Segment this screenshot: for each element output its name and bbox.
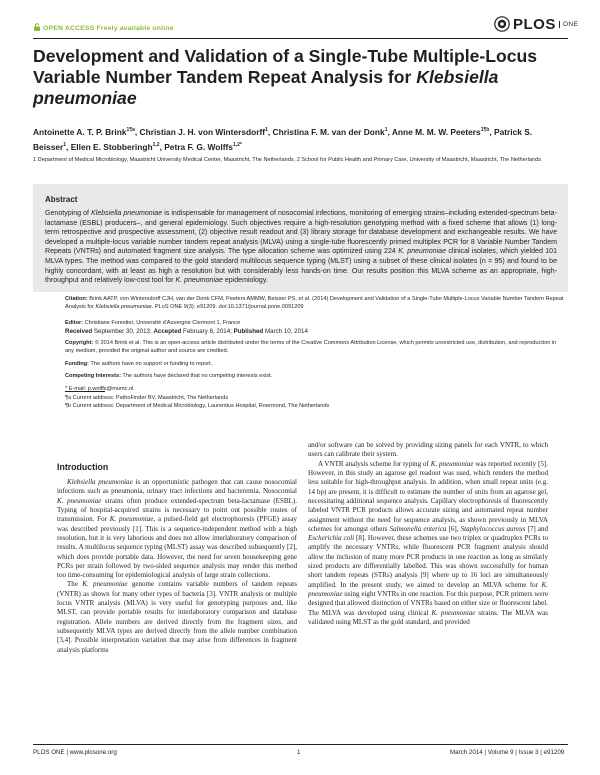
author-separator: , xyxy=(134,126,140,137)
author-name: Christian J. H. von Wintersdorff xyxy=(139,126,266,137)
abstract-heading: Abstract xyxy=(45,195,78,204)
author-name: Antoinette A. T. P. Brink xyxy=(33,126,127,137)
intro-paragraph-2-cont: and/or software can be solved by providing sizing panels for each VNTR, to which users can calibrate their system. xyxy=(308,441,548,459)
author xyxy=(33,127,140,137)
intro-paragraph-2: The K. pneumoniae genome contains variable numbers of tandem repeats (VNTR) as shown for many other types of bacteria [3]. VNTR analysis or multiple locus VNTR analysis (MLVA) is very useful for genotyping purposes and, like MLST, can provide portable results for interlaboratory comparison and database registration. Allele numbers are derived directly from the fragment sizes, and subsequently MLVA types are derived directly from the allele number combination [3,4]. Possible interpretation variation that may arise from differences in fragment analysis platforms xyxy=(57,580,297,654)
author-name: Anne M. M. W. Peeters xyxy=(391,126,481,137)
footer-issue: March 2014 | Volume 9 | Issue 3 | e91209 xyxy=(450,749,565,756)
abstract-text: Genotyping of Klebsiella pneumoniae is indispensable for management of nosocomial infections, monitoring of emerging strains–including extended-spectrum beta-lactamase (ESBL) producers–, and general epidemiology. Such objectives require a high-resolution genotyping method with a fixed scheme that allows (1) long-term retrospective and prospective assessment, (2) objective result readout and (3) library storage for database development and exchangeable results. We have developed a multiple-locus variable number tandem repeat analysis (MLVA) using a single-tube fluorescently primed multiplex PCR for 8 Variable Number Tandem Repeats (VNTRs) and automated fragment size analysis. The type allocation scheme was optimized using 224 K. pneumoniae clinical isolates, which yielded 101 MLVA types. The method was compared to the gold standard multilocus sequence typing (MLST) using a subset of these clinical isolates (n = 95) and found to be highly concordant, with at least as high a resolution but with considerably less hands-on time. Our results position this MLVA scheme as an appropriate, high-throughput and relatively low-cost tool for K. pneumoniae epidemiology. xyxy=(45,210,558,285)
introduction-heading: Introduction xyxy=(57,462,109,472)
logo-text: PLOS xyxy=(513,15,556,33)
author xyxy=(164,142,242,152)
plos-logo-mark-icon xyxy=(494,16,510,32)
author xyxy=(71,142,165,152)
author-name: Petra F. G. Wolffs xyxy=(164,141,233,152)
author-name: Patrick S. Beisser xyxy=(33,126,533,152)
header-divider xyxy=(33,38,568,39)
article-dates: Received September 30, 2013; Accepted February 8, 2014; Published March 10, 2014 xyxy=(65,328,308,335)
footer-divider xyxy=(33,744,568,745)
author-affiliation-mark: 1,2 xyxy=(152,141,160,148)
plos-one-logo xyxy=(494,14,578,34)
page-number: 1 xyxy=(297,749,301,756)
article-title xyxy=(33,46,568,109)
author-separator: , xyxy=(267,126,273,137)
body-column-right xyxy=(308,441,548,627)
author xyxy=(140,127,273,137)
affiliations: 1 Department of Medical Microbiology, Maastricht University Medical Center, Maastricht, The Netherlands, 2 School for Public Health and Primary Care, University of Maastricht, Maastricht, The Netherlands xyxy=(33,157,541,163)
author-list xyxy=(33,124,568,154)
author-affiliation-mark: 1,2* xyxy=(232,141,242,148)
author xyxy=(273,127,390,137)
intro-paragraph-3: A VNTR analysis scheme for typing of K. pneumoniae was reported recently [5]. However, in this study an agarose gel readout was used, which renders the method less suitable for high-throughput analysis. In addition, when small repeat units (e.g. 14 bp) are present, it is difficult to estimate the number of units from an agarose gel, necessitating additional sequence analysis. Capillary electrophoresis of fluorescently labeled VNTR PCR products allows accurate sizing and automated repeat number assignment without the need for sequence analysis, as shown previously in MLVA schemes for amongst others Salmonella enterica [6], Staphylococcus aureus [7] and Escherichia coli [8]. However, these schemes use two triplex or quadruplex PCRs to amplify the necessary VNTRs, while fluorescent PCR fragment analysis should allow the inclusion of many more PCR products in one reaction as long as similarly sized products are differentially labelled. This was shown successfully for human short tandem repeats (STRs) analysis [9] where up to 16 loci are simultaneously amplified. In the present study, we aimed to develop an MLVA scheme for K. pneumoniae using eight VNTRs in one reaction. For this purpose, PCR primers were designed that allowed distinction of VNTRs based on either size or fluorescent label. The MLVA was developed using clinical K. pneumoniae strains. The MLVA was validated using MLST as the gold standard, and provided xyxy=(308,459,549,626)
current-address-1: ¶a Current address: PathoFinder BV, Maastricht, The Netherlands xyxy=(65,395,229,401)
open-lock-icon xyxy=(33,23,41,31)
author-separator: , xyxy=(159,141,165,152)
logo-sub: ONE xyxy=(559,21,579,28)
copyright: Copyright: © 2014 Brink et al. This is an open-access article distributed under the terms of the Creative Commons Attribution License, which permits unrestricted use, distribution, and reproduction in any medium, provided the original author and source are credited. xyxy=(65,340,557,354)
author-affiliation-mark: 1¶a xyxy=(126,127,135,133)
citation: Citation: Brink AATP, von Wintersdorff CJH, van der Donk CFM, Peeters AMMW, Beisser PS, et al. (2014) Development and Validation of a Single-Tube Multiple-Locus Variable Number Tandem Repeat Analysis for Klebsiella pneumoniae. PLoS ONE 9(3): e91209. doi:10.1371/journal.pone.0091209 xyxy=(65,296,564,310)
corresponding-email[interactable]: * E-mail: p.wolffs@mumc.nl xyxy=(65,386,134,392)
author-name: Christina F. M. van der Donk xyxy=(272,126,385,137)
author-affiliation-mark: 1 xyxy=(63,141,67,148)
title-text: Development and Validation of a Single-Tube Multiple-Locus Variable Number Tandem Repeat Analysis for xyxy=(33,46,538,87)
meta-divider xyxy=(65,391,105,392)
author xyxy=(392,127,494,137)
author-name: Ellen E. Stobberingh xyxy=(70,141,153,152)
open-access-label: OPEN ACCESS Freely available online xyxy=(33,23,174,32)
author-affiliation-mark: 1 xyxy=(265,127,268,133)
author-separator: , xyxy=(387,126,390,137)
footer-journal[interactable]: PLOS ONE | www.plosone.org xyxy=(33,749,117,756)
body-column-left xyxy=(57,478,297,655)
funding: Funding: The authors have no support or funding to report. xyxy=(65,361,213,367)
title-species: Klebsiella pneumoniae xyxy=(33,67,499,108)
editor: Editor: Christiane Forestier, Université d'Auvergne Clermont 1, France xyxy=(65,320,241,326)
author-separator: , xyxy=(66,141,71,152)
current-address-2: ¶b Current address: Department of Medical Microbiology, Laurentius Hospital, Roermond, The Netherlands xyxy=(65,403,330,409)
author-separator: , xyxy=(489,126,494,137)
competing-interests: Competing Interests: The authors have declared that no competing interests exist. xyxy=(65,373,273,379)
author-affiliation-mark: 1¶b xyxy=(480,127,490,133)
intro-paragraph-1: Klebsiella pneumoniae is an opportunistic pathogen that can cause nosocomial infections such as pneumonia, urinary tract infections and bacteremia. Nosocomial K. pneumoniae strains often produce extended-spectrum beta-lactamase (ESBL). Typing of hospital-acquired strains is necessary to point out possible routes of transmission. For K. pneumoniae, a pulsed-field gel electrophoresis (PFGE) assay was described previously [1]. This is a sequence-independent method with a high resolution, but it is very laborious and does not allow interlaboratory comparison of results. A multilocus sequence typing (MLST) assay was described subsequently [2], which does provide portable data. However, the need for seven housekeeping gene PCRs per strain followed by two-sided sequence analysis may render this method too time-consuming for epidemiological analysis of large strain collections. xyxy=(57,478,298,580)
author-affiliation-mark: 1 xyxy=(384,127,388,133)
